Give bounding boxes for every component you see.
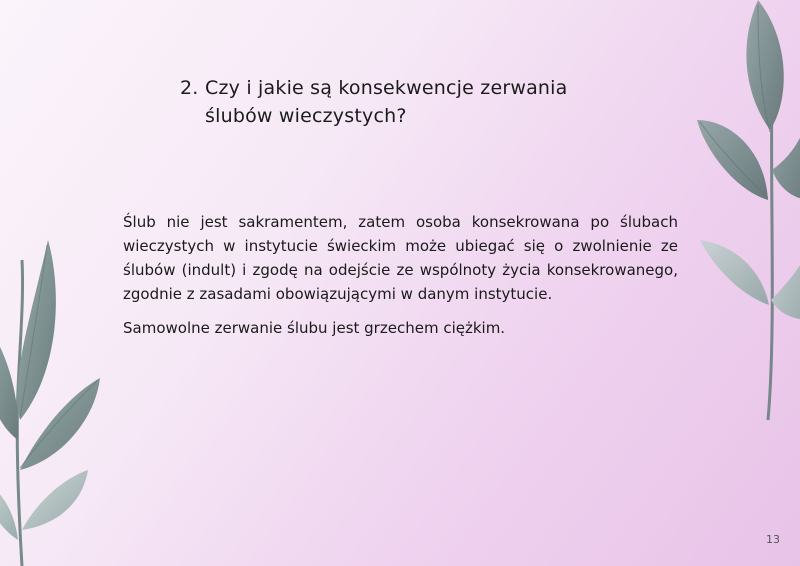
heading-number: 2. <box>180 77 199 99</box>
heading-line-1: Czy i jakie są konsekwencje zerwania <box>205 77 568 99</box>
heading-line-2: ślubów wieczystych? <box>205 105 407 127</box>
paragraph-2: Samowolne zerwanie ślubu jest grzechem ciężkim. <box>123 319 506 337</box>
page-heading <box>180 74 640 130</box>
leaf-branch-bottom-left <box>0 240 100 566</box>
page-number: 13 <box>766 533 780 546</box>
paragraph-1: Ślub nie jest sakramentem, zatem osoba konsekrowana po ślubach wieczystych w instytucie świeckim może ubiegać się o zwolnienie ze ślubów (indult) i zgodę na odejście ze wspólnoty życia konsekrowanego, zgodnie z zasadami obowiązującymi w danym instytucie. <box>123 213 678 303</box>
leaf-branch-top-right <box>697 0 800 420</box>
body-text <box>123 210 678 340</box>
